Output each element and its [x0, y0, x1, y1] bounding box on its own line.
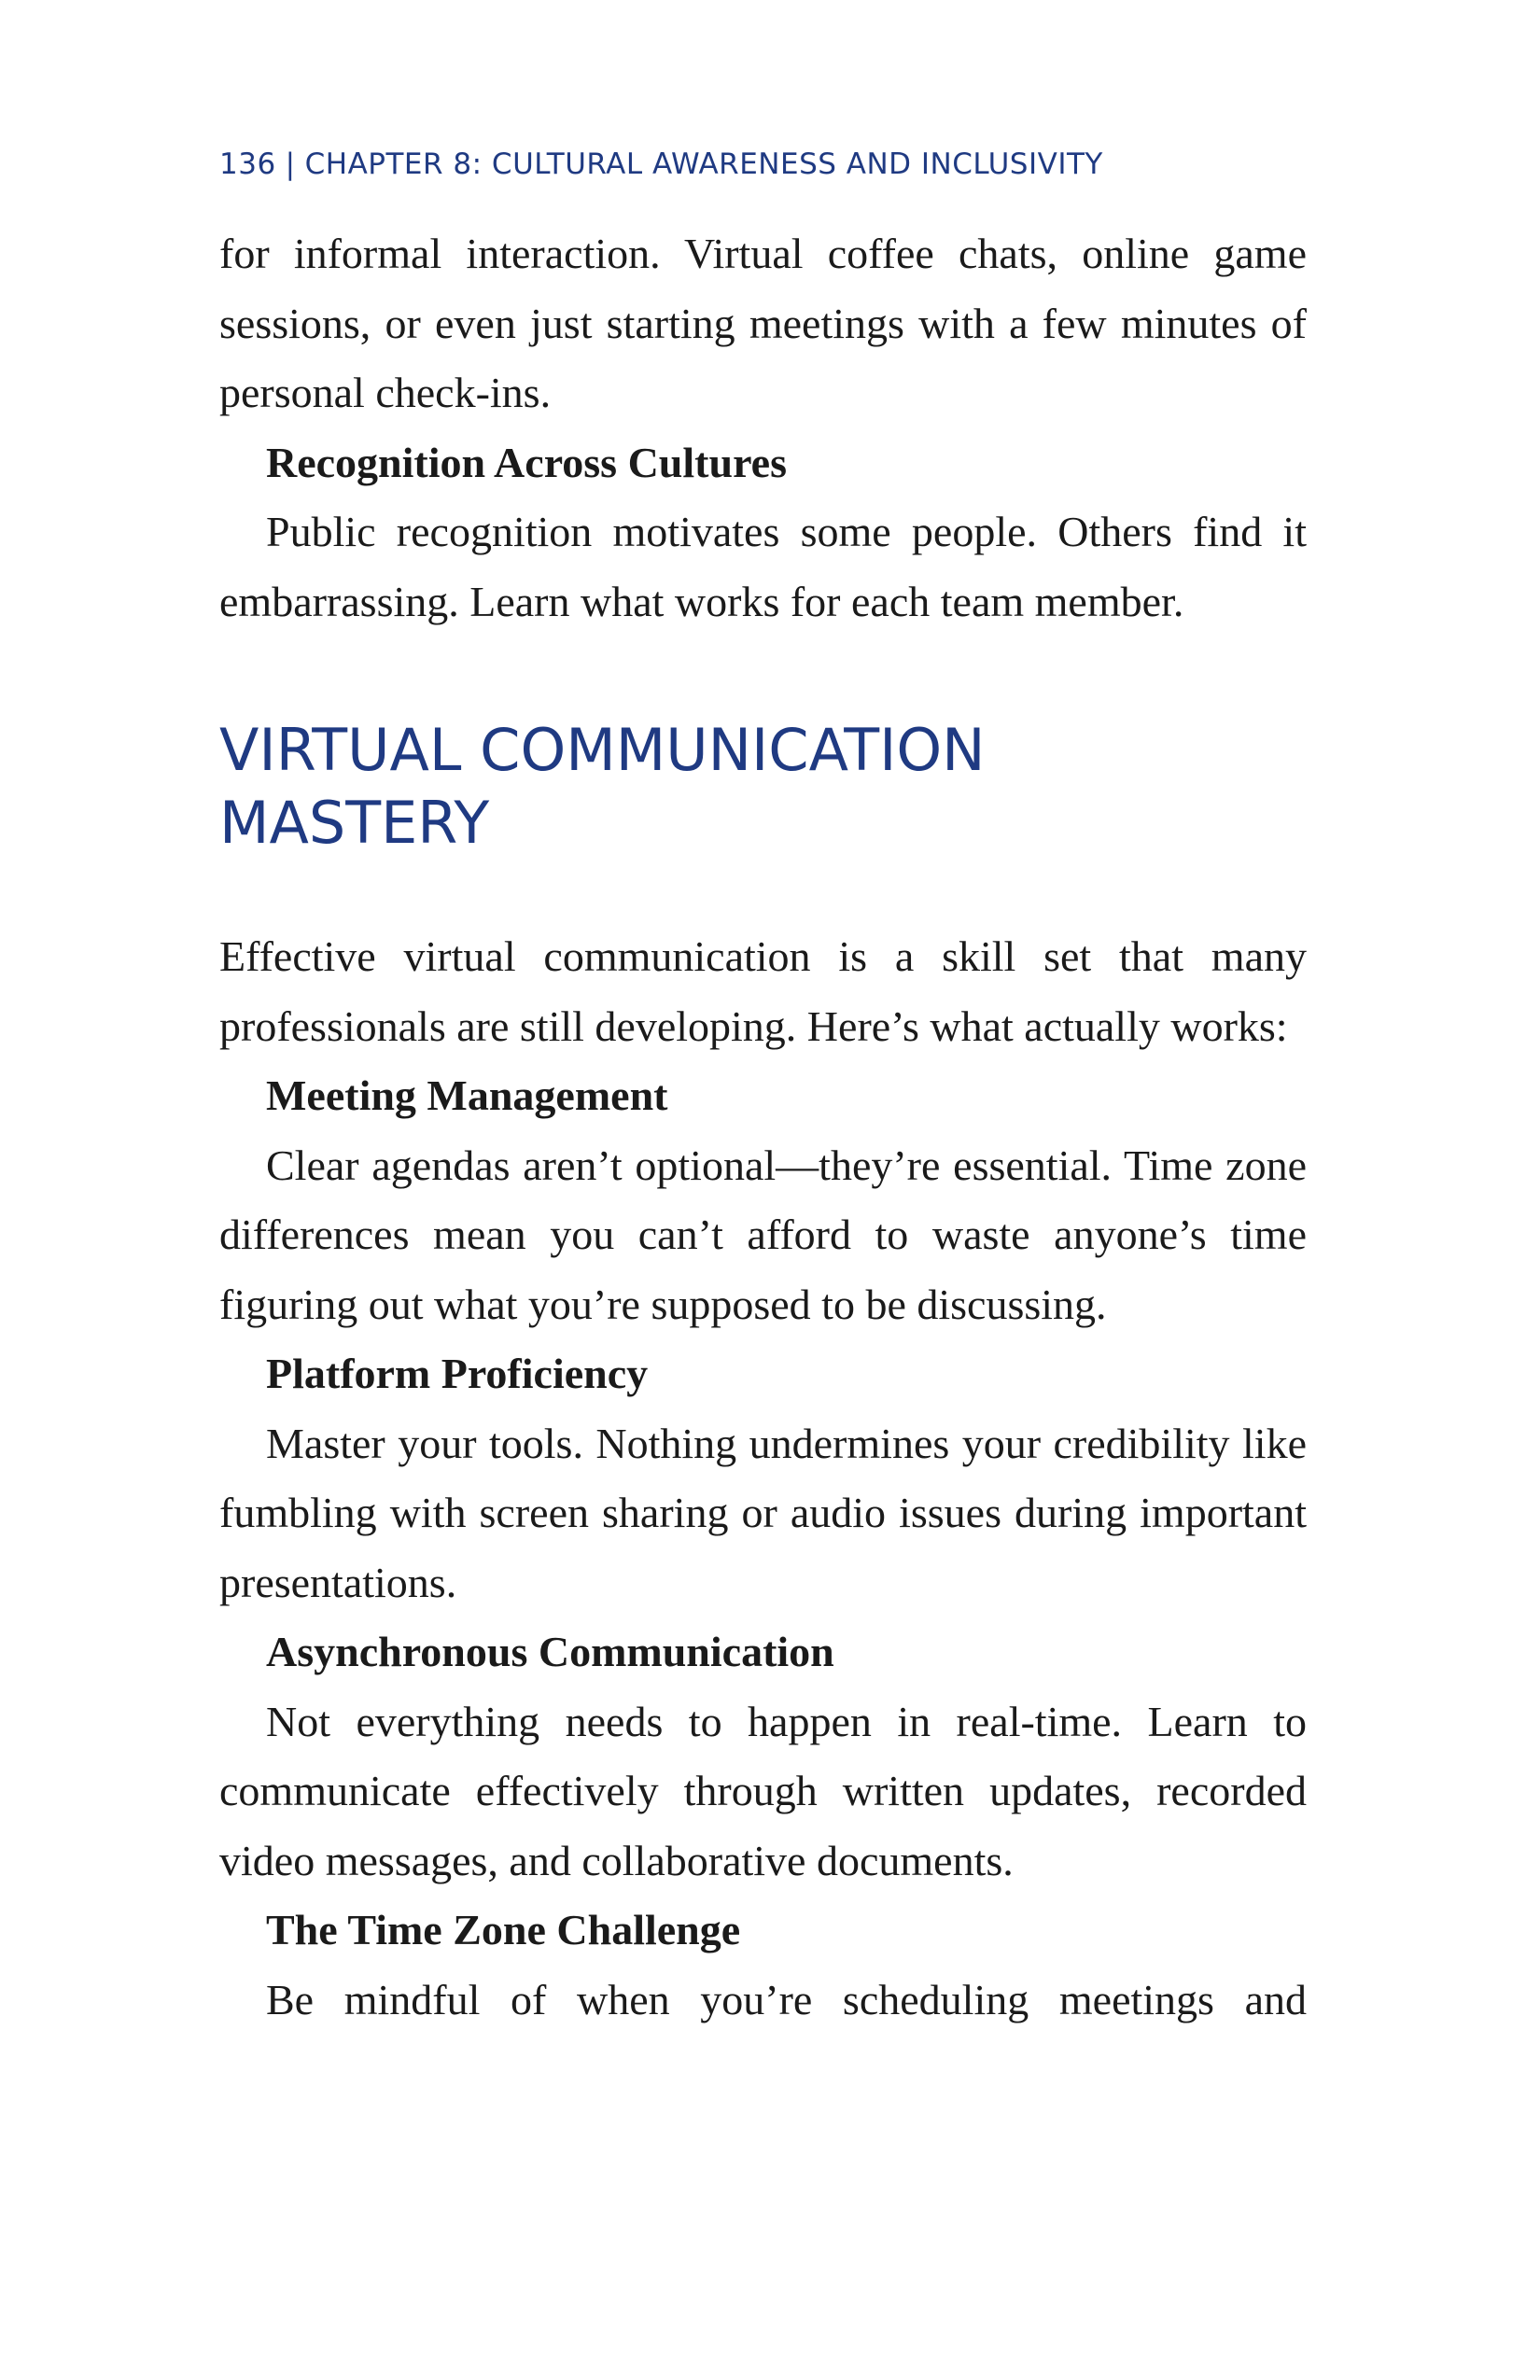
- section-text-block: [219, 922, 1307, 2035]
- top-text-block: [219, 219, 1307, 637]
- time-zone-challenge-paragraph: Be mindful of when you’re scheduling meetings and: [266, 1975, 1307, 2023]
- subheading-platform-proficiency: Platform Proficiency: [266, 1350, 649, 1397]
- subheading-time-zone-challenge: The Time Zone Challenge: [266, 1906, 741, 1953]
- section-title-line-2: MASTERY: [219, 789, 490, 857]
- page-number: 136: [219, 147, 276, 181]
- meeting-management-paragraph: Clear agendas aren’t optional—they’re essential. Time zone differences mean you can’t afford to waste anyone’s time figuring out what you’re supposed to be discussing.: [219, 1141, 1307, 1328]
- running-head: [219, 147, 1321, 181]
- chapter-title: CHAPTER 8: CULTURAL AWARENESS AND INCLUSIVITY: [304, 147, 1103, 181]
- subheading-asynchronous-communication: Asynchronous Communication: [266, 1628, 834, 1675]
- asynchronous-communication-paragraph: Not everything needs to happen in real-time. Learn to communicate effectively through written updates, recorded video messages, and collaborative documents.: [219, 1697, 1307, 1884]
- section-title: [219, 714, 1307, 860]
- section-intro-paragraph: Effective virtual communication is a skill set that many professionals are still developing. Here’s what actually works:: [219, 932, 1307, 1050]
- subheading-recognition: Recognition Across Cultures: [266, 438, 787, 486]
- recognition-paragraph: Public recognition motivates some people. Others find it embarrassing. Learn what works for each team member.: [219, 508, 1307, 625]
- running-head-separator: |: [285, 147, 296, 181]
- subheading-meeting-management: Meeting Management: [266, 1071, 668, 1119]
- continuation-paragraph: for informal interaction. Virtual coffee chats, online game sessions, or even just starting meetings with a few minutes of personal check-ins.: [219, 230, 1307, 416]
- platform-proficiency-paragraph: Master your tools. Nothing undermines your credibility like fumbling with screen sharing or audio issues during important presentations.: [219, 1419, 1307, 1606]
- section-title-line-1: VIRTUAL COMMUNICATION: [219, 716, 986, 784]
